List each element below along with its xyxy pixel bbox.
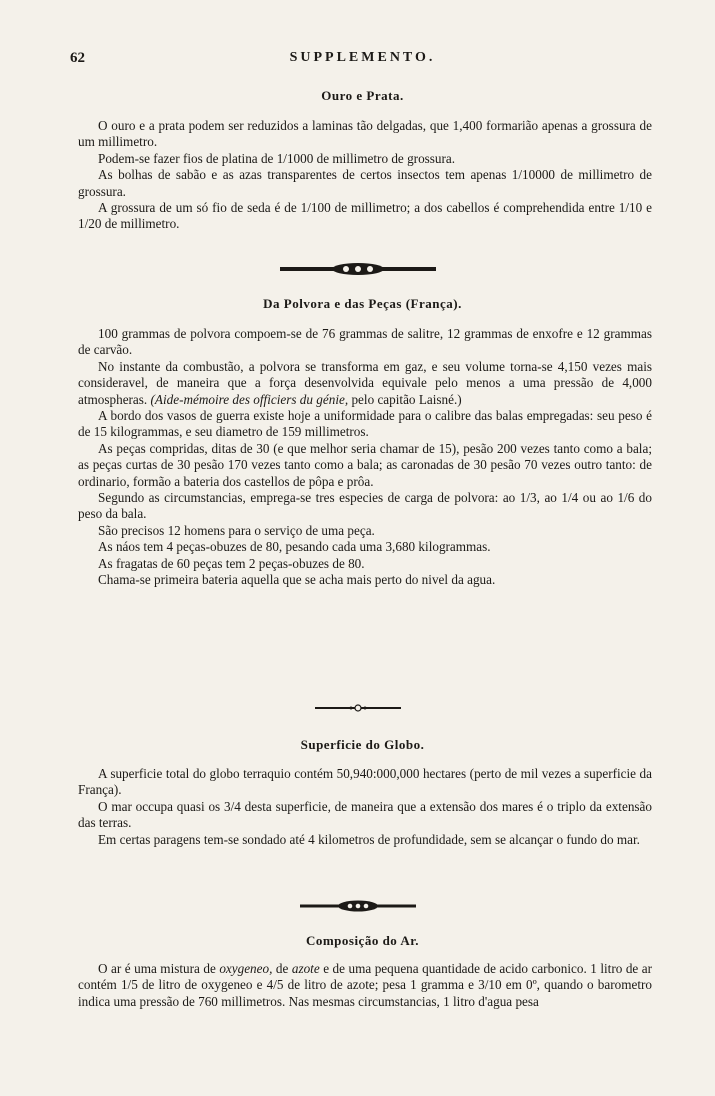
section-title-ar: Composição do Ar. [305, 933, 420, 948]
paragraph: A superficie total do globo terraquio contém 50,940:000,000 hectares (perto de mil vezes a superficie da França). [78, 766, 652, 798]
paragraph [78, 359, 652, 408]
citation-author: pelo capitão Laisné.) [351, 391, 462, 407]
citation-title: (Aide-mémoire des officiers du génie, [150, 391, 349, 407]
section-title-polvora: Da Polvora e das Peças (França). [263, 296, 462, 311]
ornament-divider [0, 900, 715, 914]
section-body-globo [78, 766, 652, 848]
paragraph: As fragatas de 60 peças tem 2 peças-obuzes de 80. [98, 555, 365, 571]
paragraph: Podem-se fazer fios de platina de 1/1000 de millimetro de grossura. [98, 150, 456, 166]
section-body-ar [78, 961, 652, 1010]
paragraph-text: e de uma pequena quantidade de acido carbonico. 1 litro de ar contém 1/5 de litro de oxygeneo e 4/5 de litro de azote; pesa 1 gramma e 3/10 em 0º, quando o barometro indica uma pressão de 760 millimetros. Nas mesmas circumstancias, 1 litro d'agua pesa [78, 961, 653, 1009]
page-number: 62 [70, 50, 85, 66]
section-title-ouro-prata: Ouro e Prata. [321, 88, 404, 103]
paragraph: São precisos 12 homens para o serviço de uma peça. [98, 522, 375, 538]
ornament-divider [0, 262, 715, 276]
paragraph-text: O ar é uma mistura de [98, 961, 216, 976]
section-title-globo: Superficie do Globo. [300, 737, 425, 752]
ornament-divider [0, 703, 715, 717]
running-title: SUPPLEMENTO. [289, 50, 436, 65]
paragraph: A bordo dos vasos de guerra existe hoje a uniformidade para o calibre das balas empregadas: seu peso é de 15 kilogrammas, e seu diametro de 159 millimetros. [78, 408, 652, 440]
section-body-polvora [78, 326, 652, 589]
paragraph: Segundo as circumstancias, emprega-se tres especies de carga de polvora: ao 1/3, ao 1/4 ou ao 1/6 do peso da bala. [78, 490, 652, 522]
paragraph: O ouro e a prata podem ser reduzidos a laminas tão delgadas, que 1,400 formarião apenas a grossura de um millimetro. [78, 118, 652, 150]
term-oxygeneo: oxygeneo, [219, 961, 273, 976]
section-body-ouro-prata [78, 118, 652, 233]
term-azote: azote [291, 961, 320, 976]
paragraph: O mar occupa quasi os 3/4 desta superficie, de maneira que a extensão dos mares é o triplo da extensão das terras. [78, 798, 652, 831]
paragraph [78, 961, 652, 1010]
paragraph: Em certas paragens tem-se sondado até 4 kilometros de profundidade, sem se alcançar o fundo do mar. [98, 831, 640, 847]
paragraph-text: No instante da combustão, a polvora se transforma em gaz, e seu volume torna-se 4,150 vezes mais consideravel, de maneira que a força desenvolvida equivale pelo menos a uma pressão de 4,000 atmospheras. [78, 358, 652, 407]
paragraph: As bolhas de sabão e as azas transparentes de certos insectos tem apenas 1/10000 de millimetro de grossura. [78, 167, 652, 199]
paragraph: As peças compridas, ditas de 30 (e que melhor seria chamar de 15), pesão 200 vezes tanto como a bala; as peças curtas de 30 pesão 170 vezes tanto como a bala; as caronadas de 30 pesão 70 vezes outro tanto: de ordinario, formão a bateria dos castellos de pôpa e prôa. [78, 440, 652, 489]
paragraph: As náos tem 4 peças-obuzes de 80, pesando cada uma 3,680 kilogrammas. [98, 539, 491, 555]
paragraph: A grossura de um só fio de seda é de 1/100 de millimetro; a dos cabellos é comprehendida entre 1/10 e 1/20 de millimetro. [78, 200, 652, 232]
paragraph: Chama-se primeira bateria aquella que se acha mais perto do nivel da agua. [98, 572, 496, 588]
paragraph: 100 grammas de polvora compoem-se de 76 grammas de salitre, 12 grammas de enxofre e 12 grammas de carvão. [78, 326, 652, 358]
running-head [70, 50, 655, 70]
paragraph-text: de [275, 961, 289, 976]
